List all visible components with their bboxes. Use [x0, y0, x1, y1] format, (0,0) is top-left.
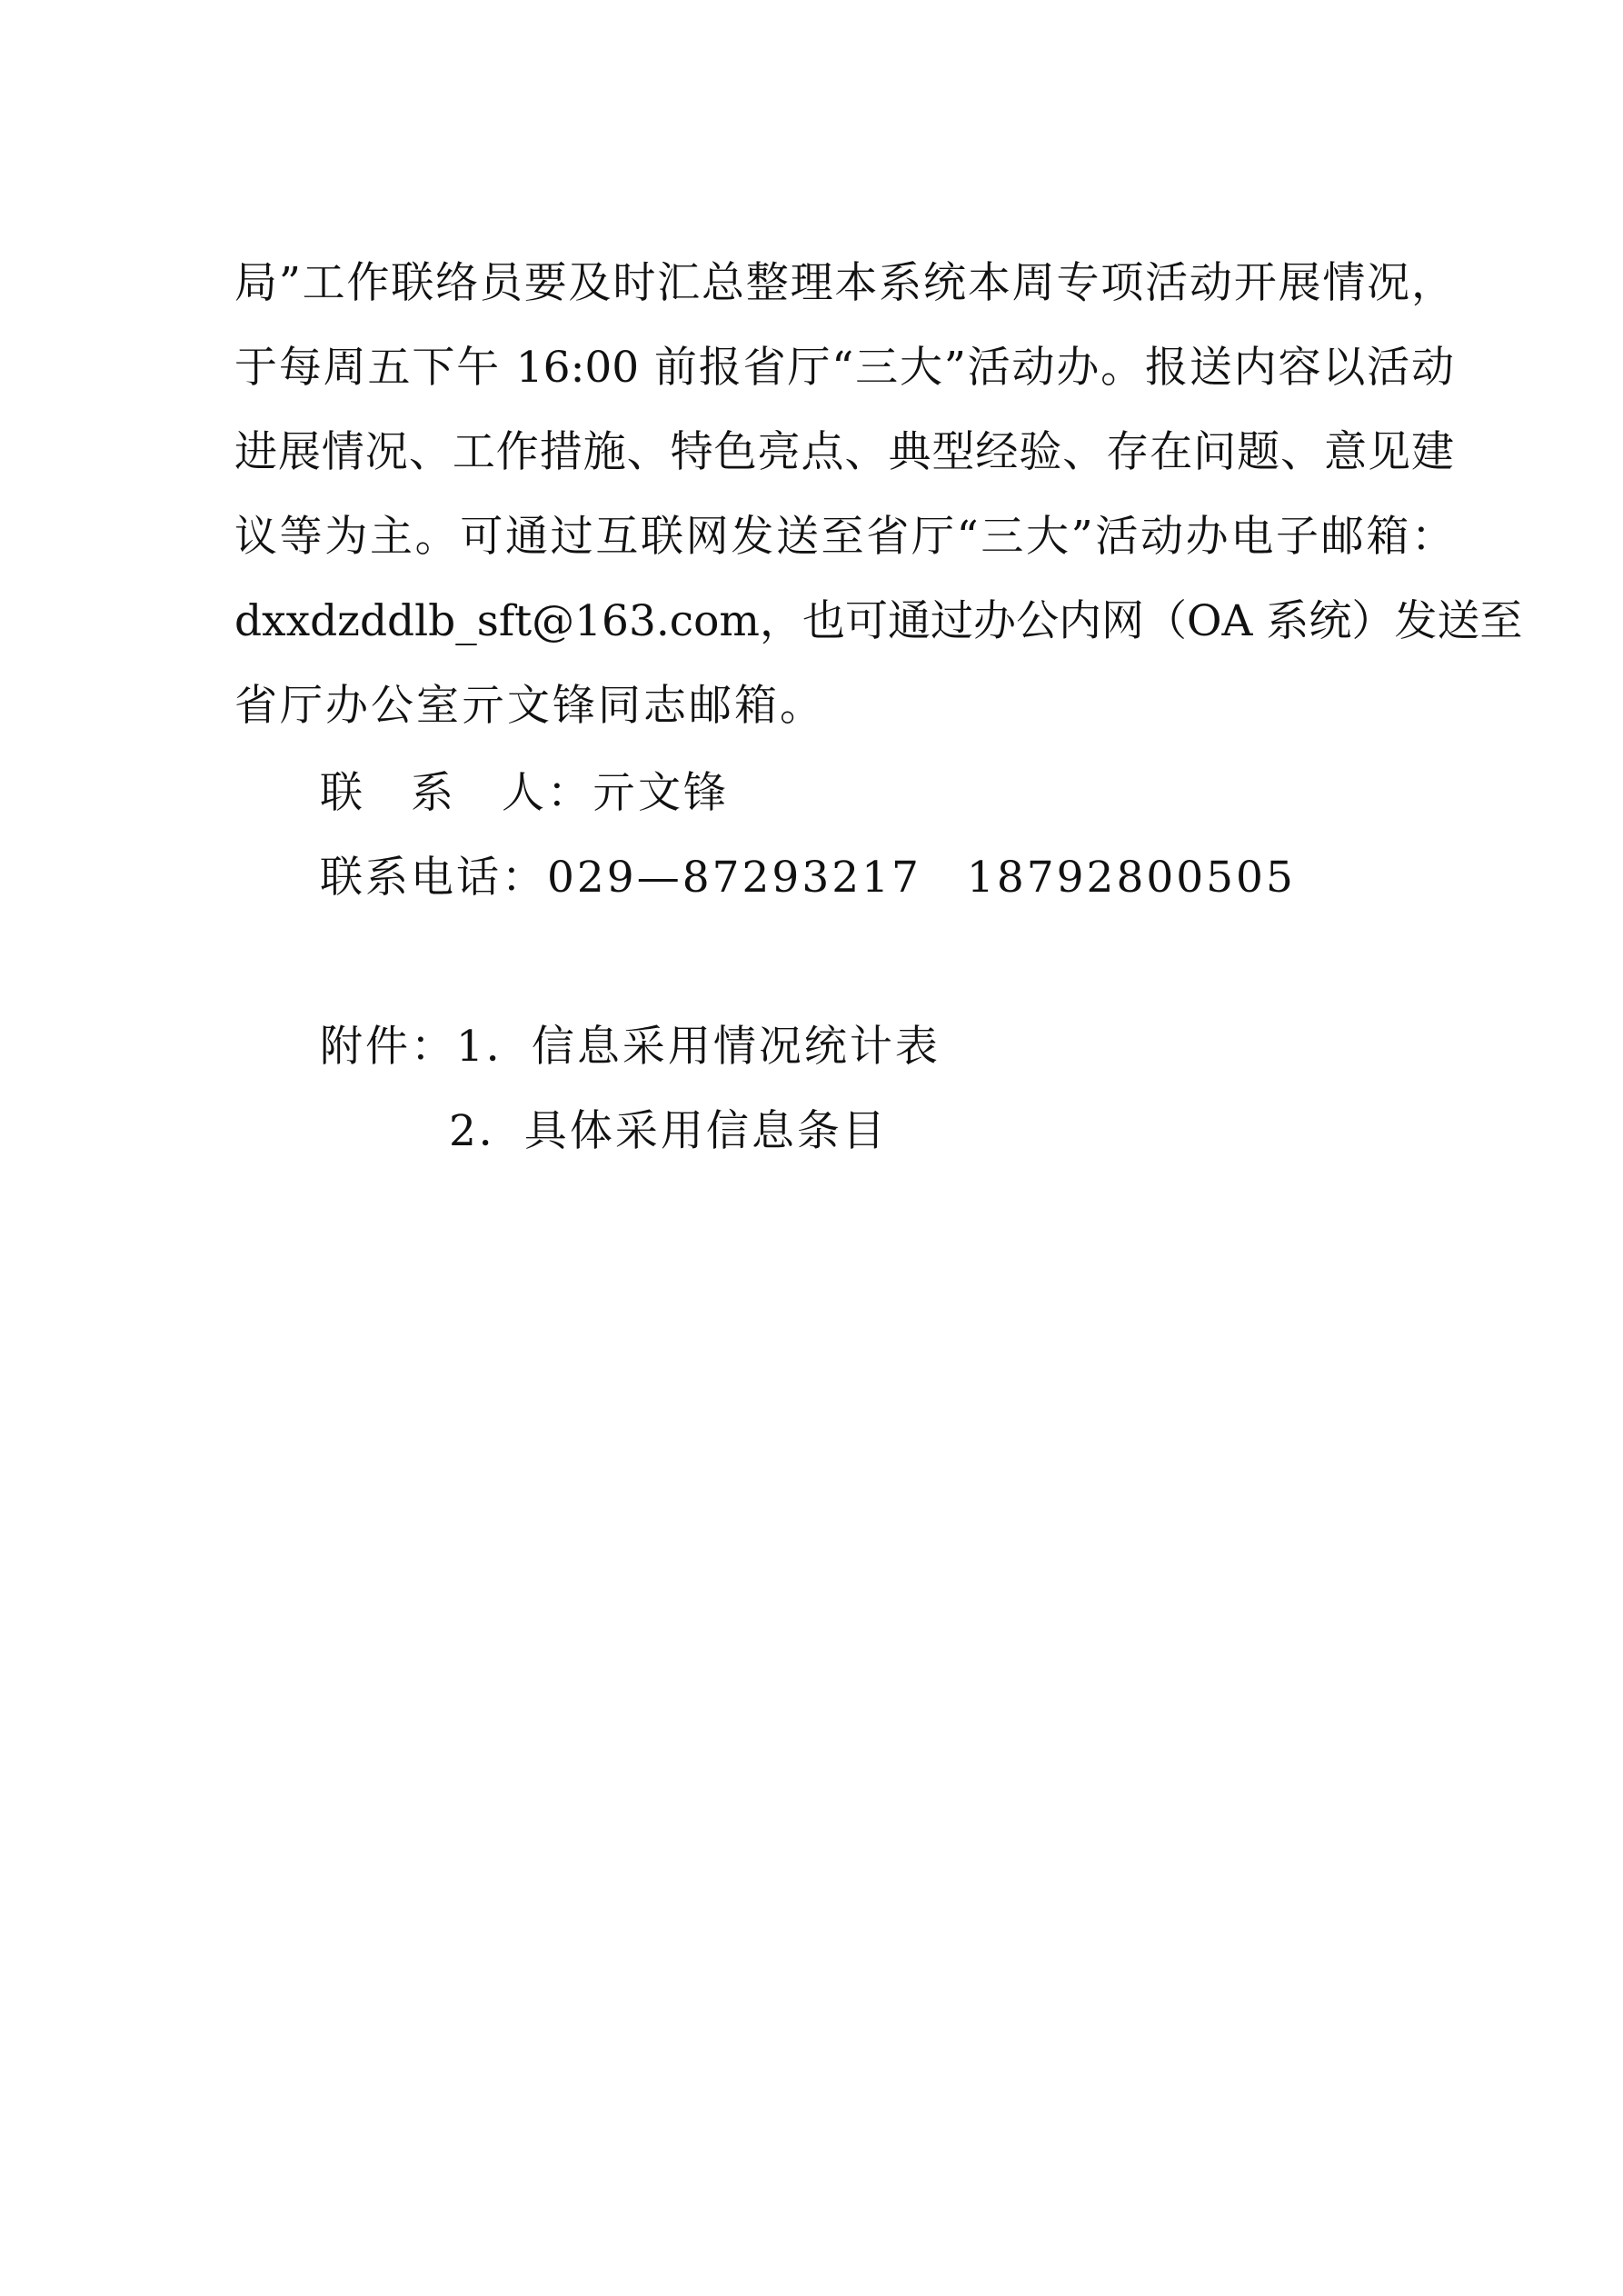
contact-phone: 联系电话：029—87293217 18792800505 — [320, 853, 1296, 903]
body-line-5: dxxdzddlb_sft@163.com，也可通过办公内网（OA 系统）发送至 — [234, 596, 1523, 646]
attachment-item-2: 2．具体采用信息条目 — [449, 1106, 888, 1156]
body-line-6: 省厅办公室亓文锋同志邮箱。 — [234, 681, 825, 731]
body-line-3: 进展情况、工作措施、特色亮点、典型经验、存在问题、意见建 — [234, 427, 1454, 477]
contact-person: 联 系 人：亓文锋 — [320, 768, 729, 818]
body-line-2: 于每周五下午 16:00 前报省厅“三大”活动办。报送内容以活动 — [234, 343, 1454, 393]
body-line-1: 局”工作联络员要及时汇总整理本系统本周专项活动开展情况， — [234, 258, 1454, 308]
body-line-4: 议等为主。可通过互联网发送至省厅“三大”活动办电子邮箱： — [234, 512, 1454, 562]
attachment-item-1: 附件：1．信息采用情况统计表 — [320, 1022, 941, 1072]
